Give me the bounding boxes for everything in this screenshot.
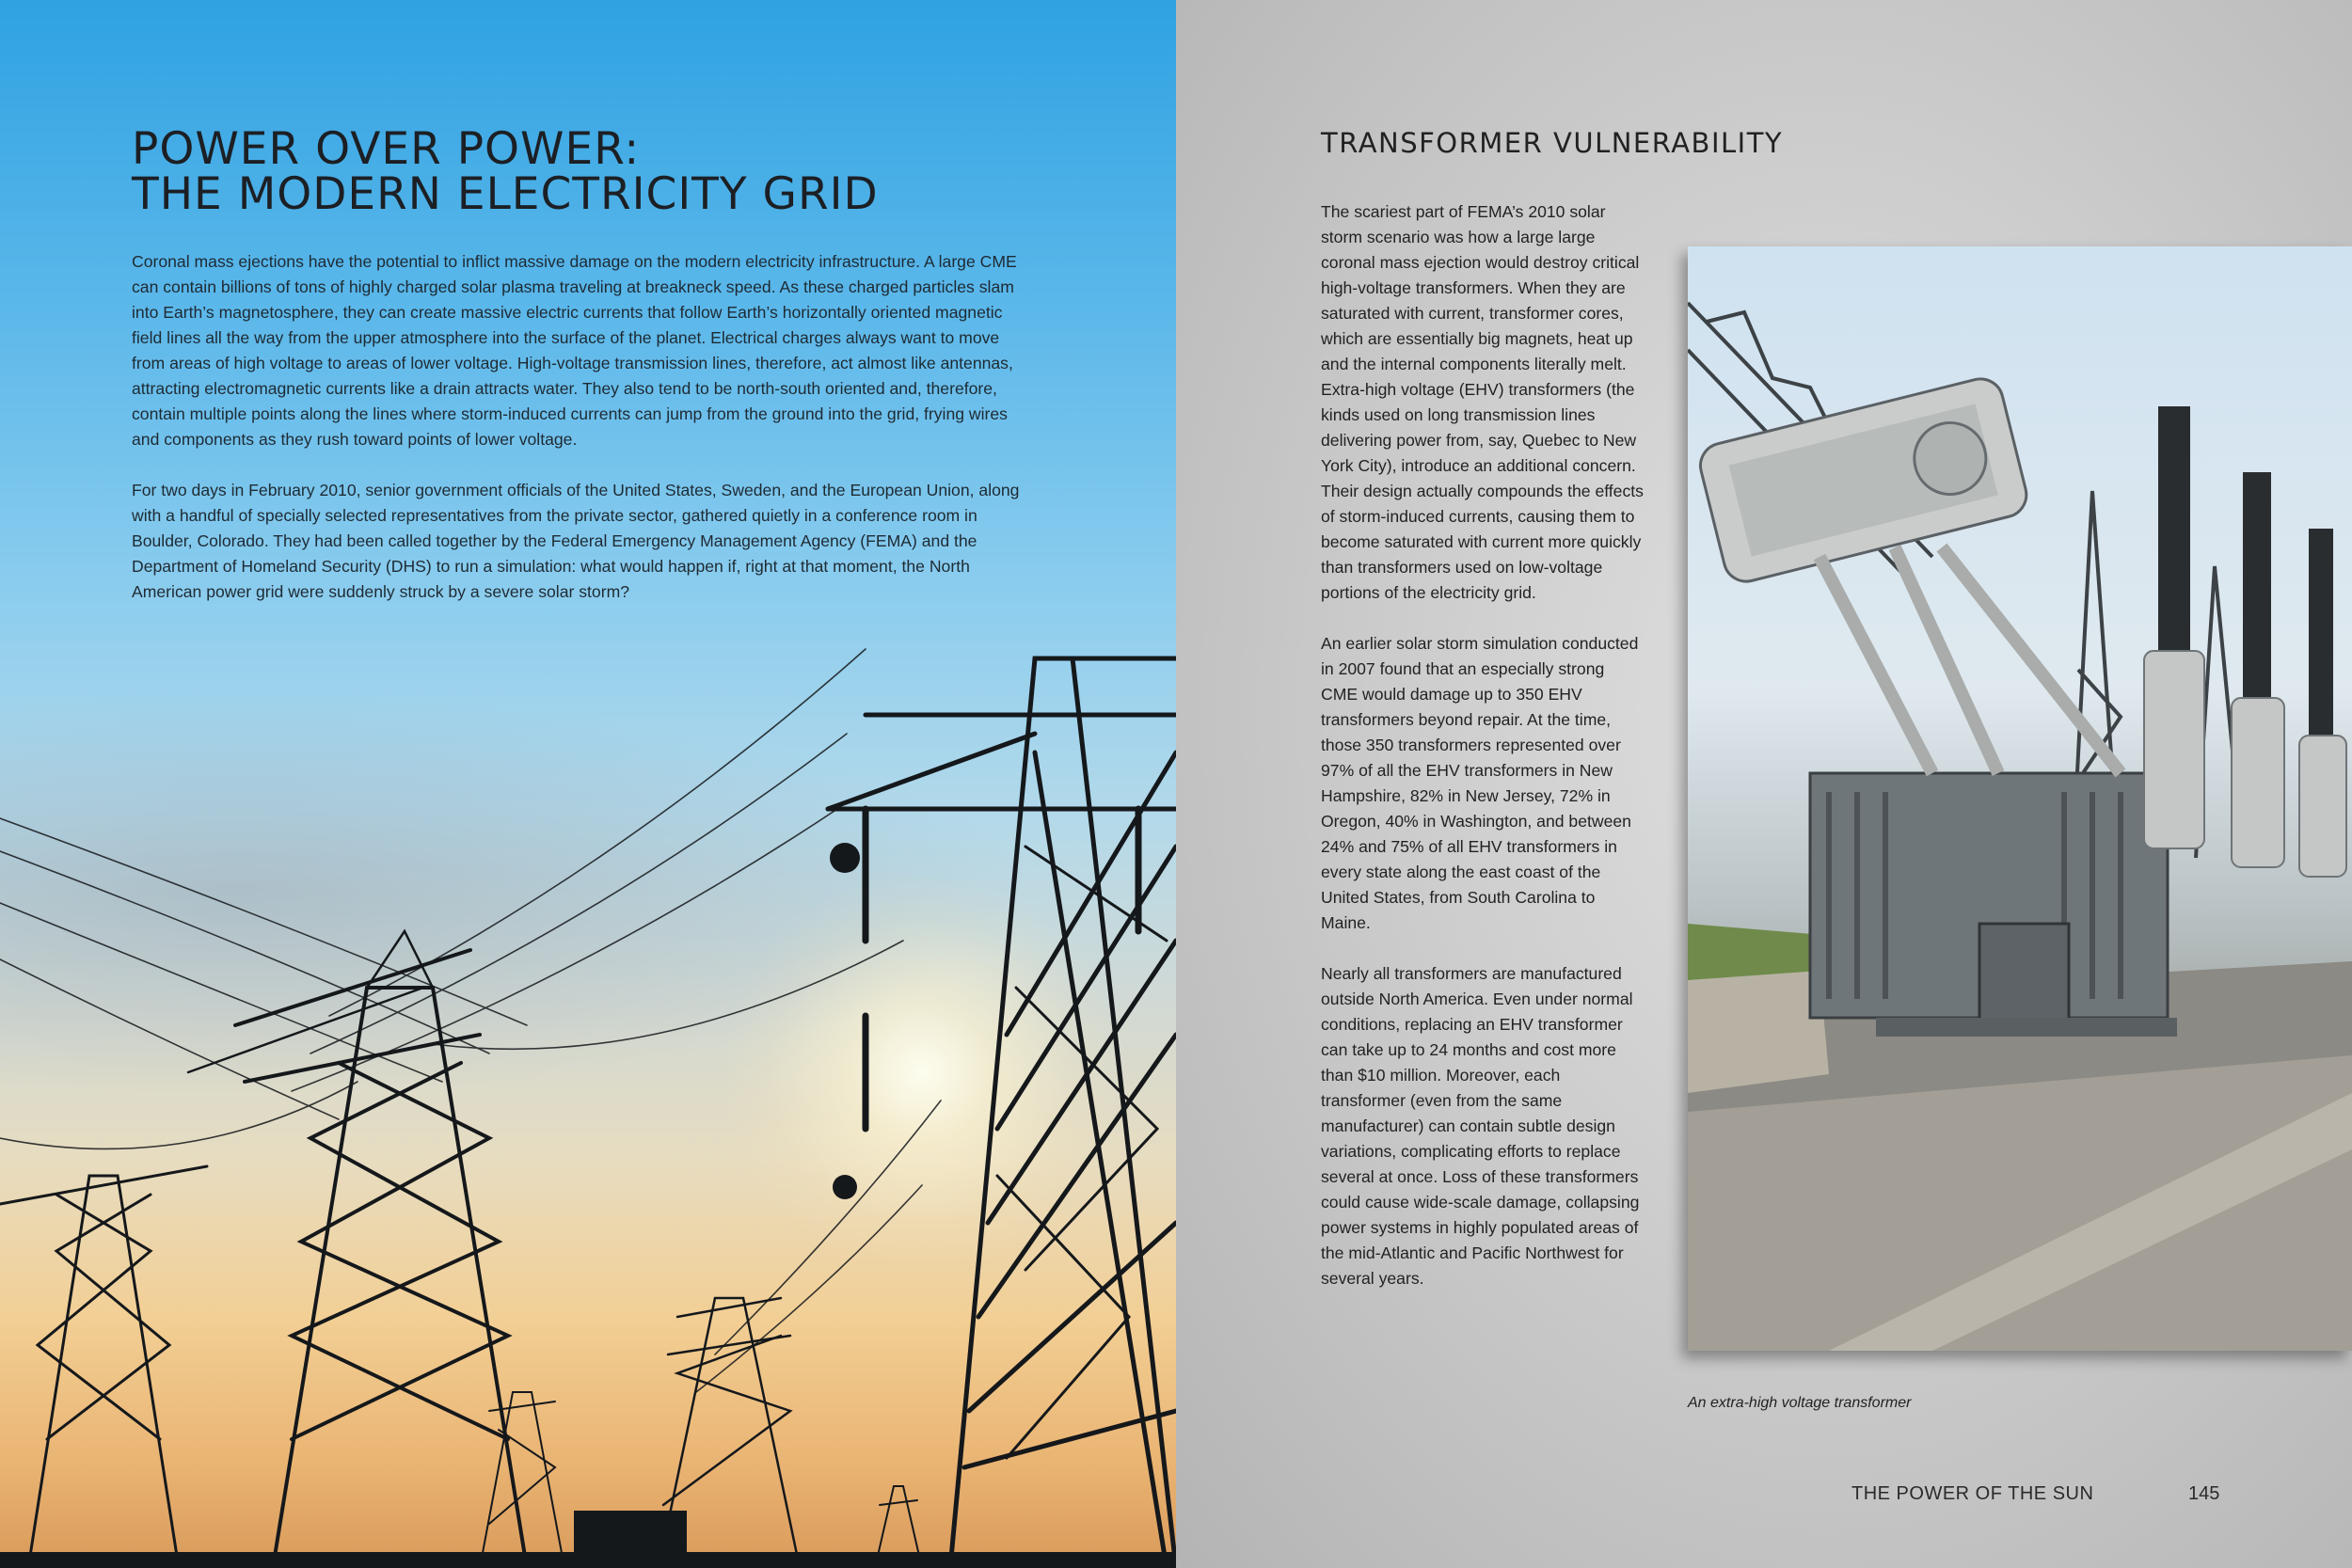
page-number: 145 bbox=[2188, 1483, 2220, 1504]
transformer-photo bbox=[1688, 246, 2352, 1351]
running-footer-title: THE POWER OF THE SUN bbox=[1851, 1483, 2094, 1504]
left-paragraph-2: For two days in February 2010, senior government officials of the United States, Sweden, and the European Union, along with a handful of specially selected representatives from the private sector, gathered quietly in a conference room in Boulder, Colorado. They had been called together by the Federal Emergency Management Agency (FEMA) and the Department of Homeland Security (DHS) to run a simulation: what would happen if, right at that moment, the North American power grid were suddenly struck by a severe solar storm? bbox=[132, 481, 1020, 601]
right-page bbox=[1176, 0, 2352, 1568]
left-page-title bbox=[132, 123, 1073, 220]
left-paragraph-1: Coronal mass ejections have the potential to inflict massive damage on the modern electricity infrastructure. A large CME can contain billions of tons of highly charged solar plasma traveling at breakneck speed. As these charged particles slam into Earth’s magnetosphere, they can create massive electric currents that follow Earth’s horizontally oriented magnetic field lines all the way from the upper atmosphere into the surface of the planet. Electrical charges always want to move from areas of high voltage to areas of lower voltage. High-voltage transmission lines, therefore, act almost like antennas, attracting electromagnetic currents like a drain attracts water. They also tend to be north-south oriented and, therefore, contain multiple points along the lines where storm-induced currents can jump from the ground into the grid, frying wires and components as they rush toward points of lower voltage. bbox=[132, 252, 1017, 449]
title-line-1: POWER OVER POWER: bbox=[132, 123, 641, 175]
title-line-2: THE MODERN ELECTRICITY GRID bbox=[132, 168, 879, 220]
left-body-text bbox=[132, 249, 1030, 630]
right-paragraph-1: The scariest part of FEMA’s 2010 solar storm scenario was how a large large coronal mass ejection would destroy critical high-voltage transformers. When they are saturated with current, transformer cores, which are essentially big magnets, heat up and the internal components literally melt. Extra-high voltage (EHV) transformers (the kinds used on long transmission lines delivering power from, say, Quebec to New York City), introduce an additional concern. Their design actually compounds the effects of storm-induced currents, causing them to become saturated with current more quickly than transformers used on low-voltage portions of the electricity grid. bbox=[1321, 202, 1644, 602]
photo-caption: An extra-high voltage transformer bbox=[1688, 1395, 1912, 1411]
right-body-text bbox=[1321, 199, 1645, 1317]
transformer-illustration bbox=[1688, 246, 2352, 1351]
section-heading: TRANSFORMER VULNERABILITY bbox=[1321, 127, 1784, 159]
right-paragraph-2: An earlier solar storm simulation conducted in 2007 found that an especially strong CME would damage up to 350 EHV transformers beyond repair. At the time, those 350 transformers represented over 97% of all the EHV transformers in New Hampshire, 82% in New Jersey, 72% in Oregon, 40% in Washington, and between 24% and 75% of all EHV transformers in every state along the east coast of the United States, from South Carolina to Maine. bbox=[1321, 634, 1639, 932]
right-paragraph-3: Nearly all transformers are manufactured outside North America. Even under normal conditions, replacing an EHV transformer can take up to 24 months and cost more than $10 million. Moreover, each transformer (even from the same manufacturer) can contain subtle design variations, complicating efforts to replace several at once. Loss of these transformers could cause wide-scale damage, collapsing power systems in highly populated areas of the mid-Atlantic and Pacific Northwest for several years. bbox=[1321, 964, 1640, 1288]
